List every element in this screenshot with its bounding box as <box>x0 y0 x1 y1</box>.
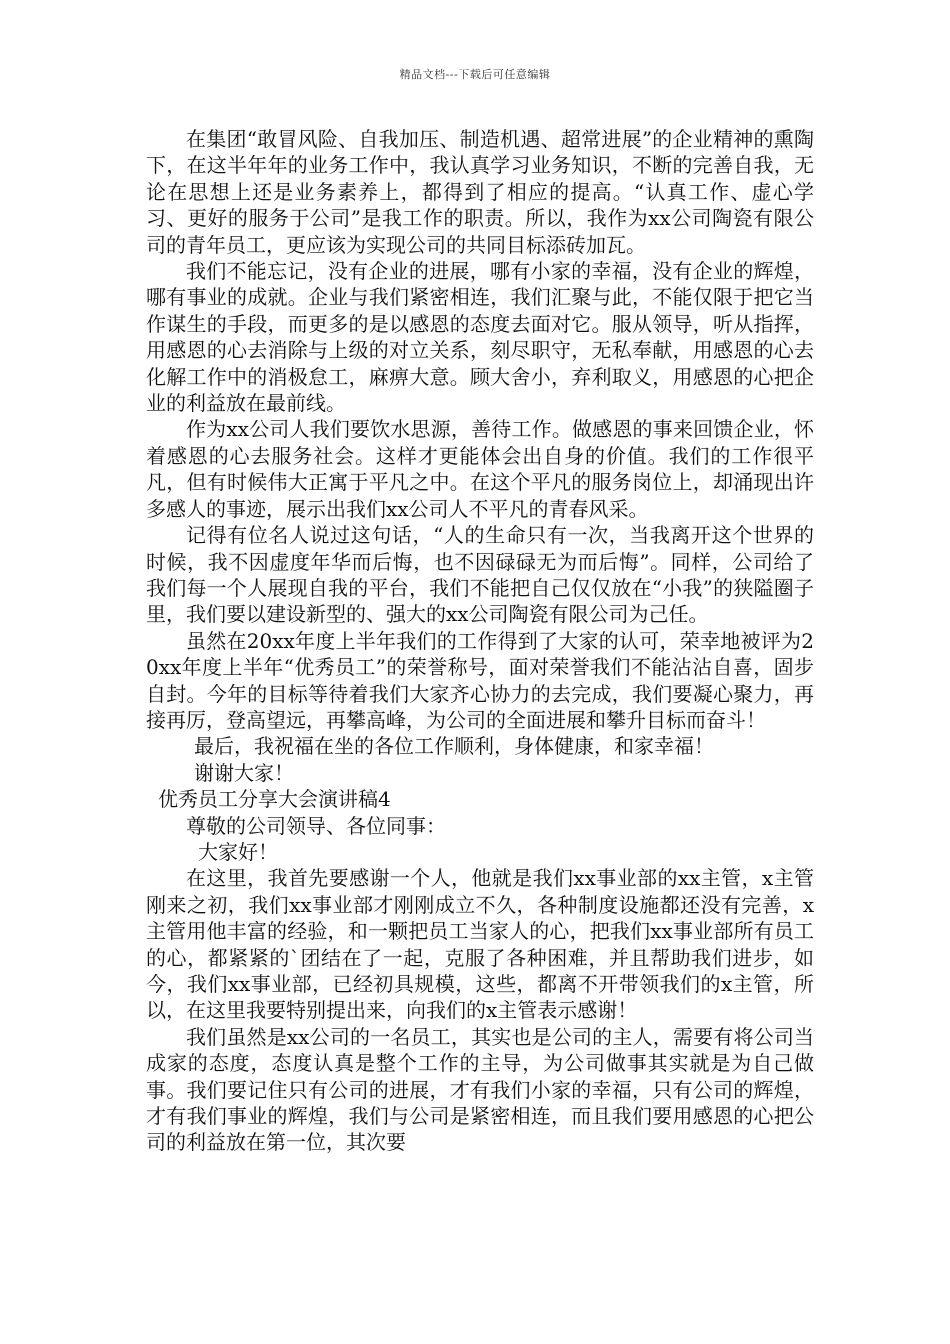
paragraph-3: 作为xx公司人我们要饮水思源，善待工作。做感恩的事来回馈企业，怀着感恩的心去服务社会。这样才更能体会出自身的价值。我们的工作很平凡，但有时候伟大正寓于平凡之中。在这个平凡的服务岗位上，却涌现出许多感人的事迹，展示出我们xx公司人不平凡的青春风采。 <box>146 417 814 521</box>
page-header: 精品文档---下载后可任意编辑 <box>399 68 551 81</box>
paragraph-5: 虽然在20xx年度上半年我们的工作得到了大家的认可，荣幸地被评为20xx年度上半年“优秀员工”的荣誉称号，面对荣誉我们不能沾沾自喜，固步自封。今年的目标等待着我们大家齐心协力的去完成，我们要凝心聚力，再接再厉，登高望远，再攀高峰，为公司的全面进展和攀升目标而奋斗！ <box>146 628 814 732</box>
salutation: 尊敬的公司领导、各位同事： <box>186 813 446 838</box>
closing-thanks: 谢谢大家！ <box>194 760 294 785</box>
paragraph-1: 在集团“敢冒风险、自我加压、制造机遇、超常进展”的企业精神的熏陶下，在这半年年的业务工作中，我认真学习业务知识，不断的完善自我，无论在思想上还是业务素养上，都得到了相应的提高。“认真工作、虚心学习、更好的服务于公司”是我工作的职责。所以，我作为xx公司陶瓷有限公司的青年员工，更应该为实现公司的共同目标添砖加瓦。 <box>146 127 814 257</box>
paragraph-4: 记得有位名人说过这句话，“人的生命只有一次，当我离开这个世界的时候，我不因虚度年华而后悔，也不因碌碌无为而后悔”。同样，公司给了我们每一个人展现自我的平台，我们不能把自己仅仅放在“小我”的狭隘圈子里，我们要以建设新型的、强大的xx公司陶瓷有限公司为己任。 <box>146 523 814 627</box>
closing-wishes: 最后，我祝福在坐的各位工作顺利，身体健康，和家幸福！ <box>194 734 714 759</box>
paragraph-6: 在这里，我首先要感谢一个人，他就是我们xx事业部的xx主管，x主管刚来之初，我们xx事业部才刚刚成立不久，各种制度设施都还没有完善，x主管用他丰富的经验，和一颗把员工当家人的心，把我们xx事业部所有员工的心，都紧紧的`团结在了一起，克服了各种困难，并且帮助我们进步，如今，我们xx事业部，已经初具规模，这些，都离不开带领我们的x主管，所以，在这里我要特别提出来，向我们的x主管表示感谢！ <box>146 866 814 1023</box>
greeting: 大家好！ <box>198 839 278 864</box>
paragraph-2: 我们不能忘记，没有企业的进展，哪有小家的幸福，没有企业的辉煌，哪有事业的成就。企业与我们紧密相连，我们汇聚与此，不能仅限于把它当作谋生的手段，而更多的是以感恩的态度去面对它。服从领导，听从指挥，用感恩的心去消除与上级的对立关系，刻尽职守，无私奉献，用感恩的心去化解工作中的消极怠工，麻痹大意。顾大舍小，弃利取义，用感恩的心把企业的利益放在最前线。 <box>146 259 814 416</box>
speech-title: 优秀员工分享大会演讲稿4 <box>158 787 391 812</box>
document-body <box>146 126 814 1156</box>
paragraph-7: 我们虽然是xx公司的一名员工，其实也是公司的主人，需要有将公司当成家的态度，态度认真是整个工作的主导，为公司做事其实就是为自己做事。我们要记住只有公司的进展，才有我们小家的幸福，只有公司的辉煌，才有我们事业的辉煌，我们与公司是紧密相连，而且我们要用感恩的心把公司的利益放在第一位，其次要 <box>146 1024 814 1155</box>
